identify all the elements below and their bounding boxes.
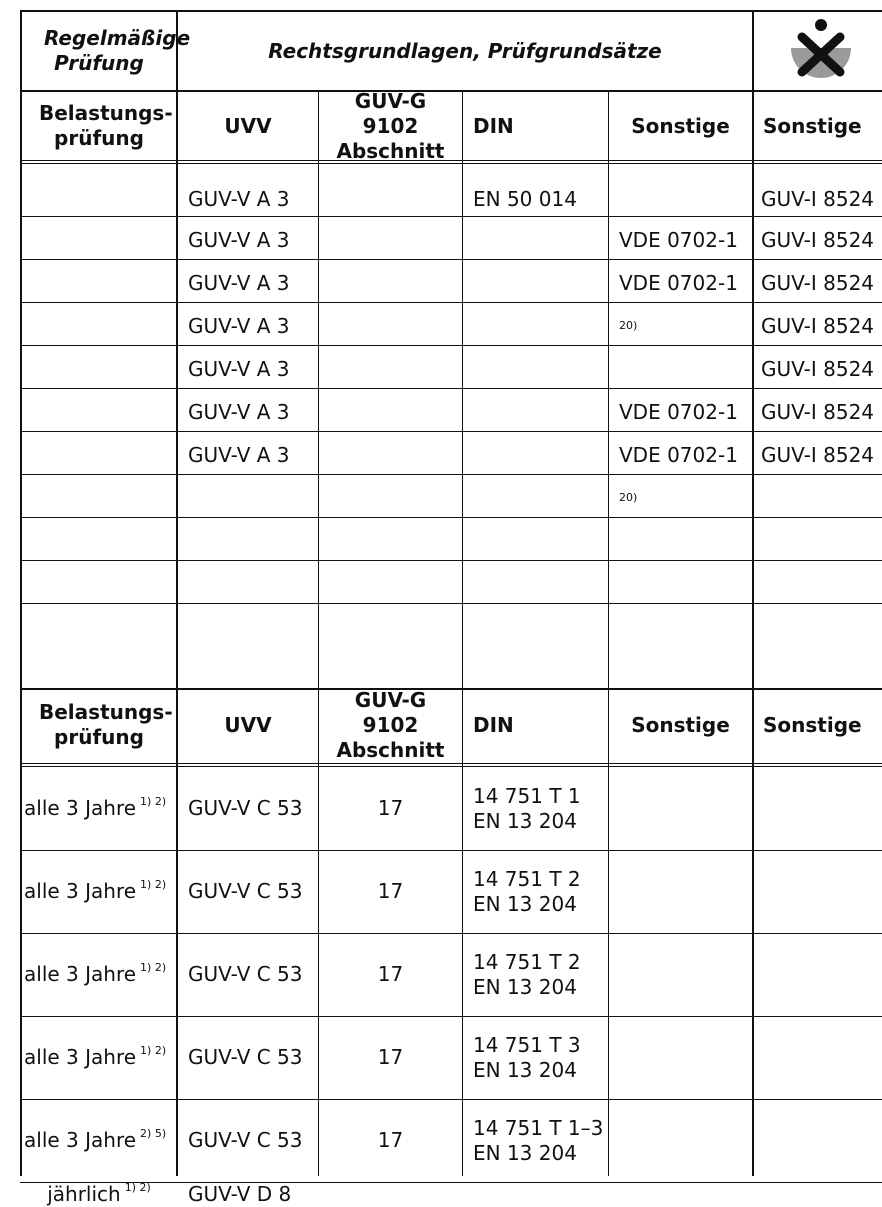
footnote-ref: 1) 2) [140,960,167,974]
cell-text: GUV-V A 3 [188,227,290,252]
legal-basis-heading-text: Rechtsgrundlagen, Prüfgrundsätze [268,38,662,63]
interval-text: alle 3 Jahre [24,962,137,986]
s2-col-uvv [178,690,318,760]
footnote-text: 20) [619,319,638,332]
header-vline-right [752,10,754,90]
footnote-ref: 2) 5) [140,1126,167,1140]
interval-cell [22,850,176,933]
uvv-cell [178,933,318,1016]
footnote-ref: 1) 2) [140,1043,167,1057]
s1-col-din [463,92,608,160]
cell-text: 17 [377,962,404,986]
cell-text: GUV-V C 53 [188,796,303,820]
s1-col-belastung [22,92,176,160]
cell-text: GUV-I 8524 [761,270,875,295]
table-cell [753,436,882,474]
uvv-cell [178,767,318,850]
s1-col-guvg-text: GUV-G 9102 Abschnitt [336,88,445,163]
footnote-ref: 1) 2) [140,877,167,891]
s1-col-uvv-text: UVV [224,113,272,138]
s2-col-guvg [319,687,462,762]
legal-basis-heading [178,12,752,90]
din-cell [463,933,608,1016]
cell-text: 17 [377,1045,404,1069]
s1-col-uvv [178,92,318,160]
footnote-ref: 1) 2) [140,794,167,808]
din-line-2: EN 13 204 [473,974,577,999]
table-cell [753,182,882,216]
s2-col-uvv-text: UVV [224,712,272,737]
table-cell [609,436,752,474]
cell-text: VDE 0702-1 [619,399,738,424]
cell-text: GUV-I 8524 [761,442,875,467]
table-cell [178,393,318,431]
s2-col-guvg-text: GUV-G 9102 Abschnitt [336,687,445,762]
s2-col-belastung-text: Belastungs-prüfung [39,700,173,749]
cell-text: GUV-V C 53 [188,1128,303,1152]
din-line-2: EN 13 204 [473,1140,577,1165]
din-cell [463,767,608,850]
cell-text: GUV-V A 3 [188,186,290,211]
cell-text: GUV-I 8524 [761,356,875,381]
footnote-ref: 1) 2) [124,1180,151,1194]
table-cell [178,436,318,474]
s1-col-guvg [319,88,462,163]
s2-col-sonstige-1 [609,690,752,760]
cell-text: VDE 0702-1 [619,227,738,252]
cell-text: GUV-I 8524 [761,227,875,252]
din-line-2: EN 13 204 [473,808,577,833]
cell-text: EN 50 014 [473,186,577,211]
uvv-cell [178,1016,318,1099]
table-cell [178,350,318,388]
table-cell [753,221,882,259]
table-cell [178,264,318,302]
s2-col-din-text: DIN [473,712,514,737]
cell-text: GUV-V A 3 [188,399,290,424]
section-cell [319,933,462,1016]
s2-col-sonstige-2-text: Sonstige [763,712,862,737]
uvv-cell [178,1182,318,1207]
interval-text: alle 3 Jahre [24,1045,137,1069]
regular-test-heading-text: Regelmäßige Prüfung [44,26,191,75]
s2-col-din [463,690,608,760]
cell-text: VDE 0702-1 [619,270,738,295]
table-cell [178,307,318,345]
interval-text: alle 3 Jahre [24,1128,137,1152]
table-cell [178,221,318,259]
cell-text: GUV-V A 3 [188,356,290,381]
interval-cell [22,1016,176,1099]
section-cell [319,1016,462,1099]
din-cell [463,1016,608,1099]
footnote-text: 20) [619,491,638,504]
din-line-2: EN 13 204 [473,891,577,916]
cell-text: GUV-I 8524 [761,313,875,338]
cell-text: GUV-V C 53 [188,1045,303,1069]
cell-text: VDE 0702-1 [619,442,738,467]
accessibility-x-logo [790,17,852,83]
table-cell [609,221,752,259]
s1-col-sonstige-2-text: Sonstige [763,113,862,138]
interval-cell [22,1099,176,1182]
table-cell [753,307,882,345]
cell-text: GUV-V A 3 [188,270,290,295]
din-line-1: 14 751 T 1 [473,783,581,808]
section-cell [319,1099,462,1182]
interval-cell [22,767,176,850]
interval-cell [22,933,176,1016]
table-cell [753,264,882,302]
uvv-cell [178,1099,318,1182]
din-line-1: 14 751 T 2 [473,949,581,974]
cell-text: GUV-V C 53 [188,879,303,903]
cell-text: GUV-I 8524 [761,399,875,424]
table-cell [609,264,752,302]
din-cell [463,850,608,933]
cell-text: GUV-V A 3 [188,442,290,467]
din-line-1: 14 751 T 1–3 [473,1115,604,1140]
cell-text: GUV-V D 8 [188,1182,292,1206]
cell-text: GUV-V C 53 [188,962,303,986]
section-cell [319,767,462,850]
din-cell [463,1099,608,1182]
footnote-ref [609,479,752,517]
din-line-1: 14 751 T 3 [473,1032,581,1057]
s2-col-sonstige-2 [753,690,882,760]
s1-col-sonstige-2 [753,92,882,160]
table-cell [753,393,882,431]
interval-text: alle 3 Jahre [24,879,137,903]
s1-col-din-text: DIN [473,113,514,138]
uvv-cell [178,850,318,933]
s1-col-belastung-text: Belastungs-prüfung [39,101,173,150]
s1-col-sonstige-1-text: Sonstige [631,113,730,138]
interval-text: jährlich [47,1182,121,1206]
cell-text: 17 [377,879,404,903]
section-cell [319,850,462,933]
table-cell [463,182,608,216]
regular-test-heading [22,12,191,90]
table-cell [753,350,882,388]
cell-text: 17 [377,1128,404,1152]
s2-col-sonstige-1-text: Sonstige [631,712,730,737]
interval-text: alle 3 Jahre [24,796,137,820]
interval-cell [22,1182,176,1207]
table-cell [609,393,752,431]
cell-text: GUV-I 8524 [761,186,875,211]
cell-text: GUV-V A 3 [188,313,290,338]
din-line-2: EN 13 204 [473,1057,577,1082]
s2-col-belastung [22,690,176,760]
din-line-1: 14 751 T 2 [473,866,581,891]
s1-col-sonstige-1 [609,92,752,160]
cell-text: 17 [377,796,404,820]
table-cell [178,182,318,216]
footnote-ref [609,307,752,345]
